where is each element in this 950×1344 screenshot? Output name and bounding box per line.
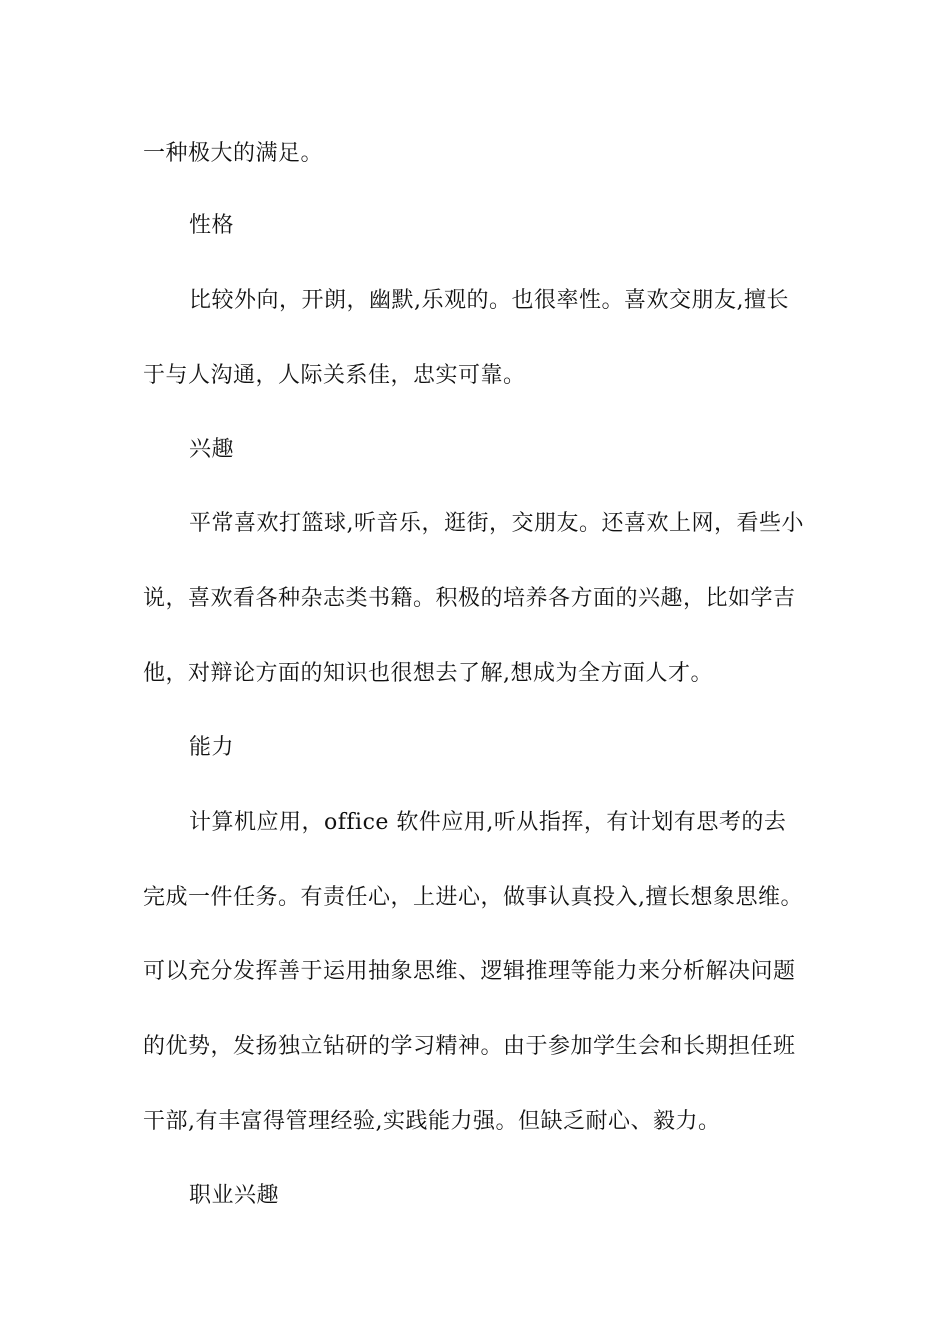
section-heading-career-interests: 职业兴趣: [189, 1183, 280, 1208]
section-heading-interests: 兴趣: [189, 437, 235, 462]
paragraph-line: 平常喜欢打篮球,听音乐，逛街，交朋友。还喜欢上网，看些小: [189, 511, 804, 536]
paragraph-line: 干部,有丰富得管理经验,实践能力强。但缺乏耐心、毅力。: [143, 1109, 721, 1134]
section-heading-personality: 性格: [189, 213, 235, 238]
paragraph-line: 计算机应用，office 软件应用,听从指挥，有计划有思考的去: [189, 810, 787, 835]
paragraph-line: 的优势，发扬独立钻研的学习精神。由于参加学生会和长期担任班: [143, 1034, 796, 1059]
section-heading-abilities: 能力: [189, 735, 235, 760]
paragraph-line: 他，对辩论方面的知识也很想去了解,想成为全方面人才。: [143, 661, 713, 686]
paragraph-line: 比较外向，开朗，幽默,乐观的。也很率性。喜欢交朋友,擅长: [189, 288, 789, 313]
paragraph-line: 完成一件任务。有责任心，上进心，做事认真投入,擅长想象思维。: [143, 885, 803, 910]
paragraph-line: 可以充分发挥善于运用抽象思维、逻辑推理等能力来分析解决问题: [143, 959, 796, 984]
paragraph-line: 于与人沟通，人际关系佳，忠实可靠。: [143, 363, 526, 388]
paragraph-line: 一种极大的满足。: [143, 141, 324, 166]
paragraph-line: 说，喜欢看各种杂志类书籍。积极的培养各方面的兴趣，比如学吉: [143, 586, 796, 611]
